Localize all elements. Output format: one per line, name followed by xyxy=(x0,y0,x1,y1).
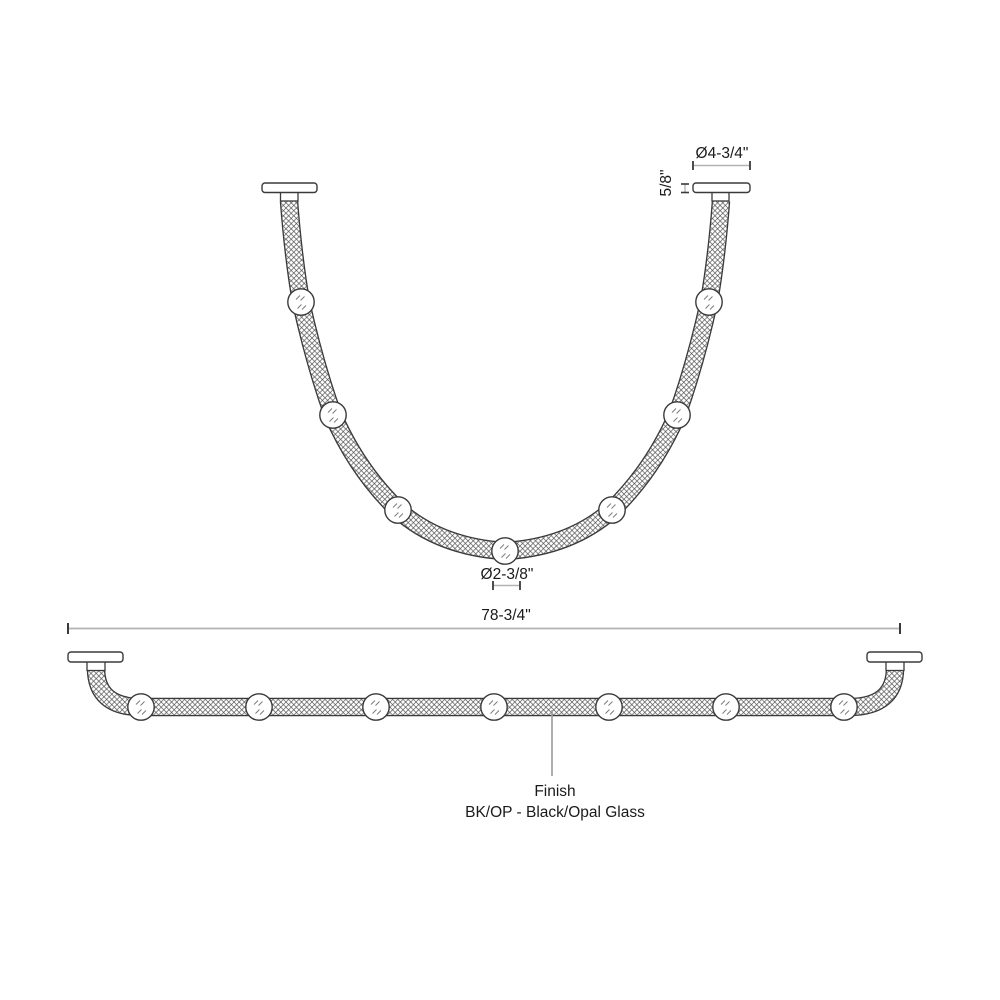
glass-orb xyxy=(385,497,411,523)
glass-orb xyxy=(481,694,507,720)
orb-diameter-label: Ø2-3/8" xyxy=(480,566,534,583)
draped-cord xyxy=(289,201,721,551)
glass-orb xyxy=(831,694,857,720)
finish-label: Finish xyxy=(534,783,576,800)
ceiling-canopy-left xyxy=(262,183,317,201)
canopy-thickness-dimension xyxy=(658,169,689,196)
overall-length-label: 78-3/4" xyxy=(481,607,531,624)
glass-orb xyxy=(320,402,346,428)
ceiling-canopy-right xyxy=(693,183,750,201)
ceiling-canopy-right xyxy=(867,652,922,671)
straight-view xyxy=(68,607,922,821)
glass-orb xyxy=(128,694,154,720)
glass-orb xyxy=(696,289,722,315)
canopy-plate xyxy=(693,183,750,193)
glass-orb xyxy=(664,402,690,428)
finish-callout xyxy=(465,710,645,821)
glass-orb xyxy=(363,694,389,720)
ceiling-canopy-left xyxy=(68,652,123,671)
canopy-diameter-dimension xyxy=(693,145,750,170)
canopy-plate xyxy=(68,652,123,662)
canopy-plate xyxy=(262,183,317,193)
glass-orb xyxy=(288,289,314,315)
draped-orbs xyxy=(288,289,722,564)
glass-orb xyxy=(596,694,622,720)
glass-orb xyxy=(492,538,518,564)
glass-orb xyxy=(713,694,739,720)
canopy-diameter-label: Ø4-3/4" xyxy=(695,145,749,162)
glass-orb xyxy=(246,694,272,720)
canopy-plate xyxy=(867,652,922,662)
draped-view xyxy=(262,145,750,590)
orb-diameter-dimension xyxy=(481,566,534,590)
canopy-thickness-label: 5/8" xyxy=(658,169,675,197)
overall-length-dimension xyxy=(68,607,900,634)
glass-orb xyxy=(599,497,625,523)
finish-value: BK/OP - Black/Opal Glass xyxy=(465,804,645,821)
